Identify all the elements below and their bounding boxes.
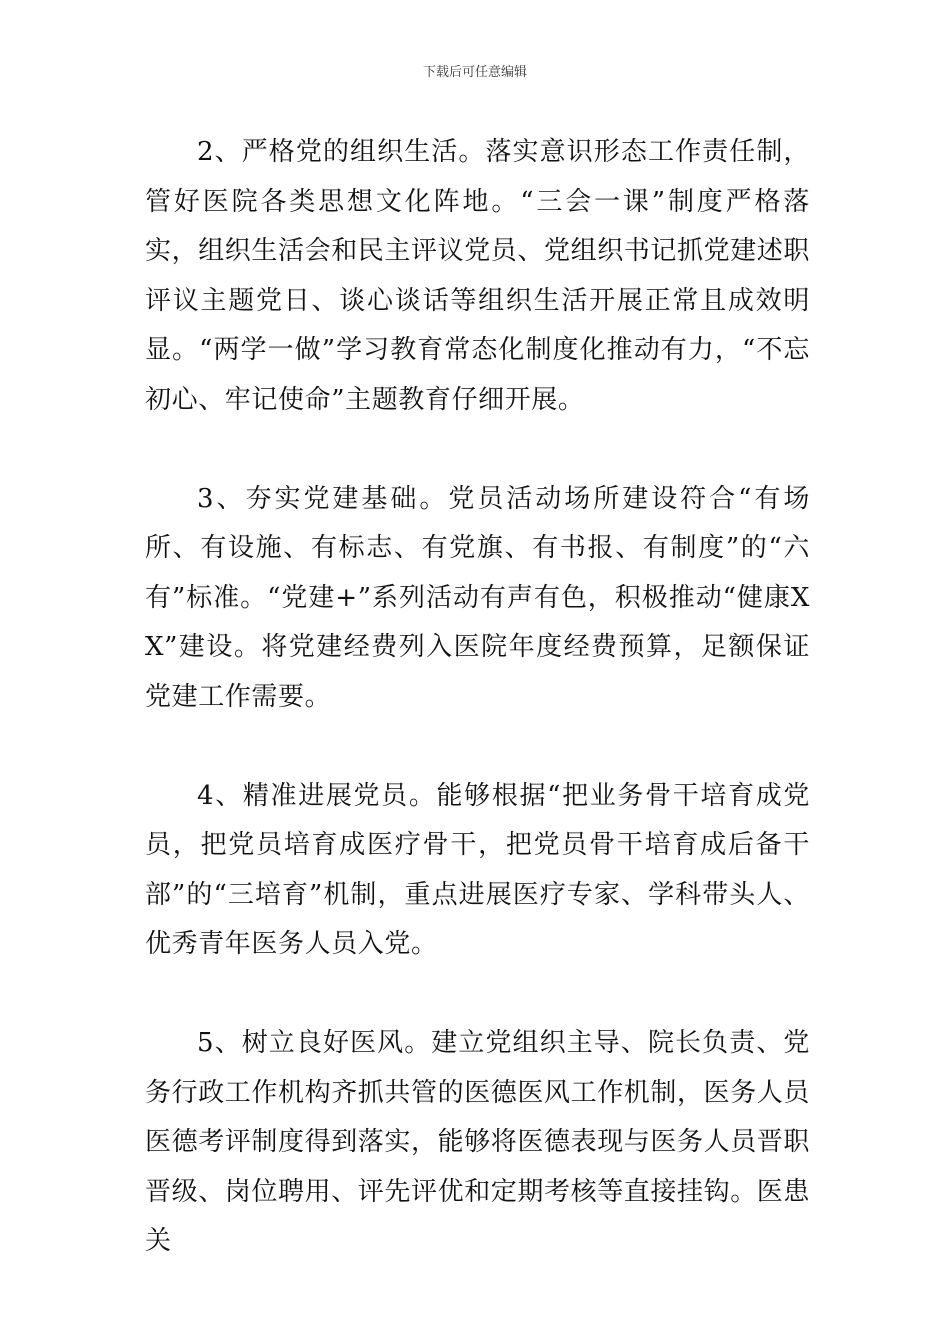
document-body — [145, 128, 810, 1267]
paragraph-party-foundation: 3、夯实党建基础。党员活动场所建设符合“有场所、有设施、有标志、有党旗、有书报、有制度”的“六有”标准。“党建+”系列活动有声有色，积极推动“健康XX”建设。将党建经费列入医院年度经费预算，足额保证党建工作需要。 — [145, 483, 810, 712]
page-header-note: 下载后可任意编辑 — [422, 65, 527, 80]
paragraph-medical-ethics: 5、树立良好医风。建立党组织主导、院长负责、党务行政工作机构齐抓共管的医德医风工作机制，医务人员医德考评制度得到落实，能够将医德表现与医务人员晋职晋级、岗位聘用、评先评优和定期考核等直接挂钩。医患关 — [145, 1028, 811, 1256]
paragraph-organizational-life: 2、严格党的组织生活。落实意识形态工作责任制，管好医院各类思想文化阵地。“三会一课”制度严格落实，组织生活会和民主评议党员、党组织书记抓党建述职评议主题党日、谈心谈话等组织生活开展正常且成效明显。“两学一做”学习教育常态化制度化推动有力，“不忘初心、牢记使命”主题教育仔细开展。 — [145, 137, 811, 415]
paragraph-member-development: 4、精准进展党员。能够根据“把业务骨干培育成党员，把党员培育成医疗骨干，把党员骨干培育成后备干部”的“三培育”机制，重点进展医疗专家、学科带头人、优秀青年医务人员入党。 — [145, 780, 810, 959]
